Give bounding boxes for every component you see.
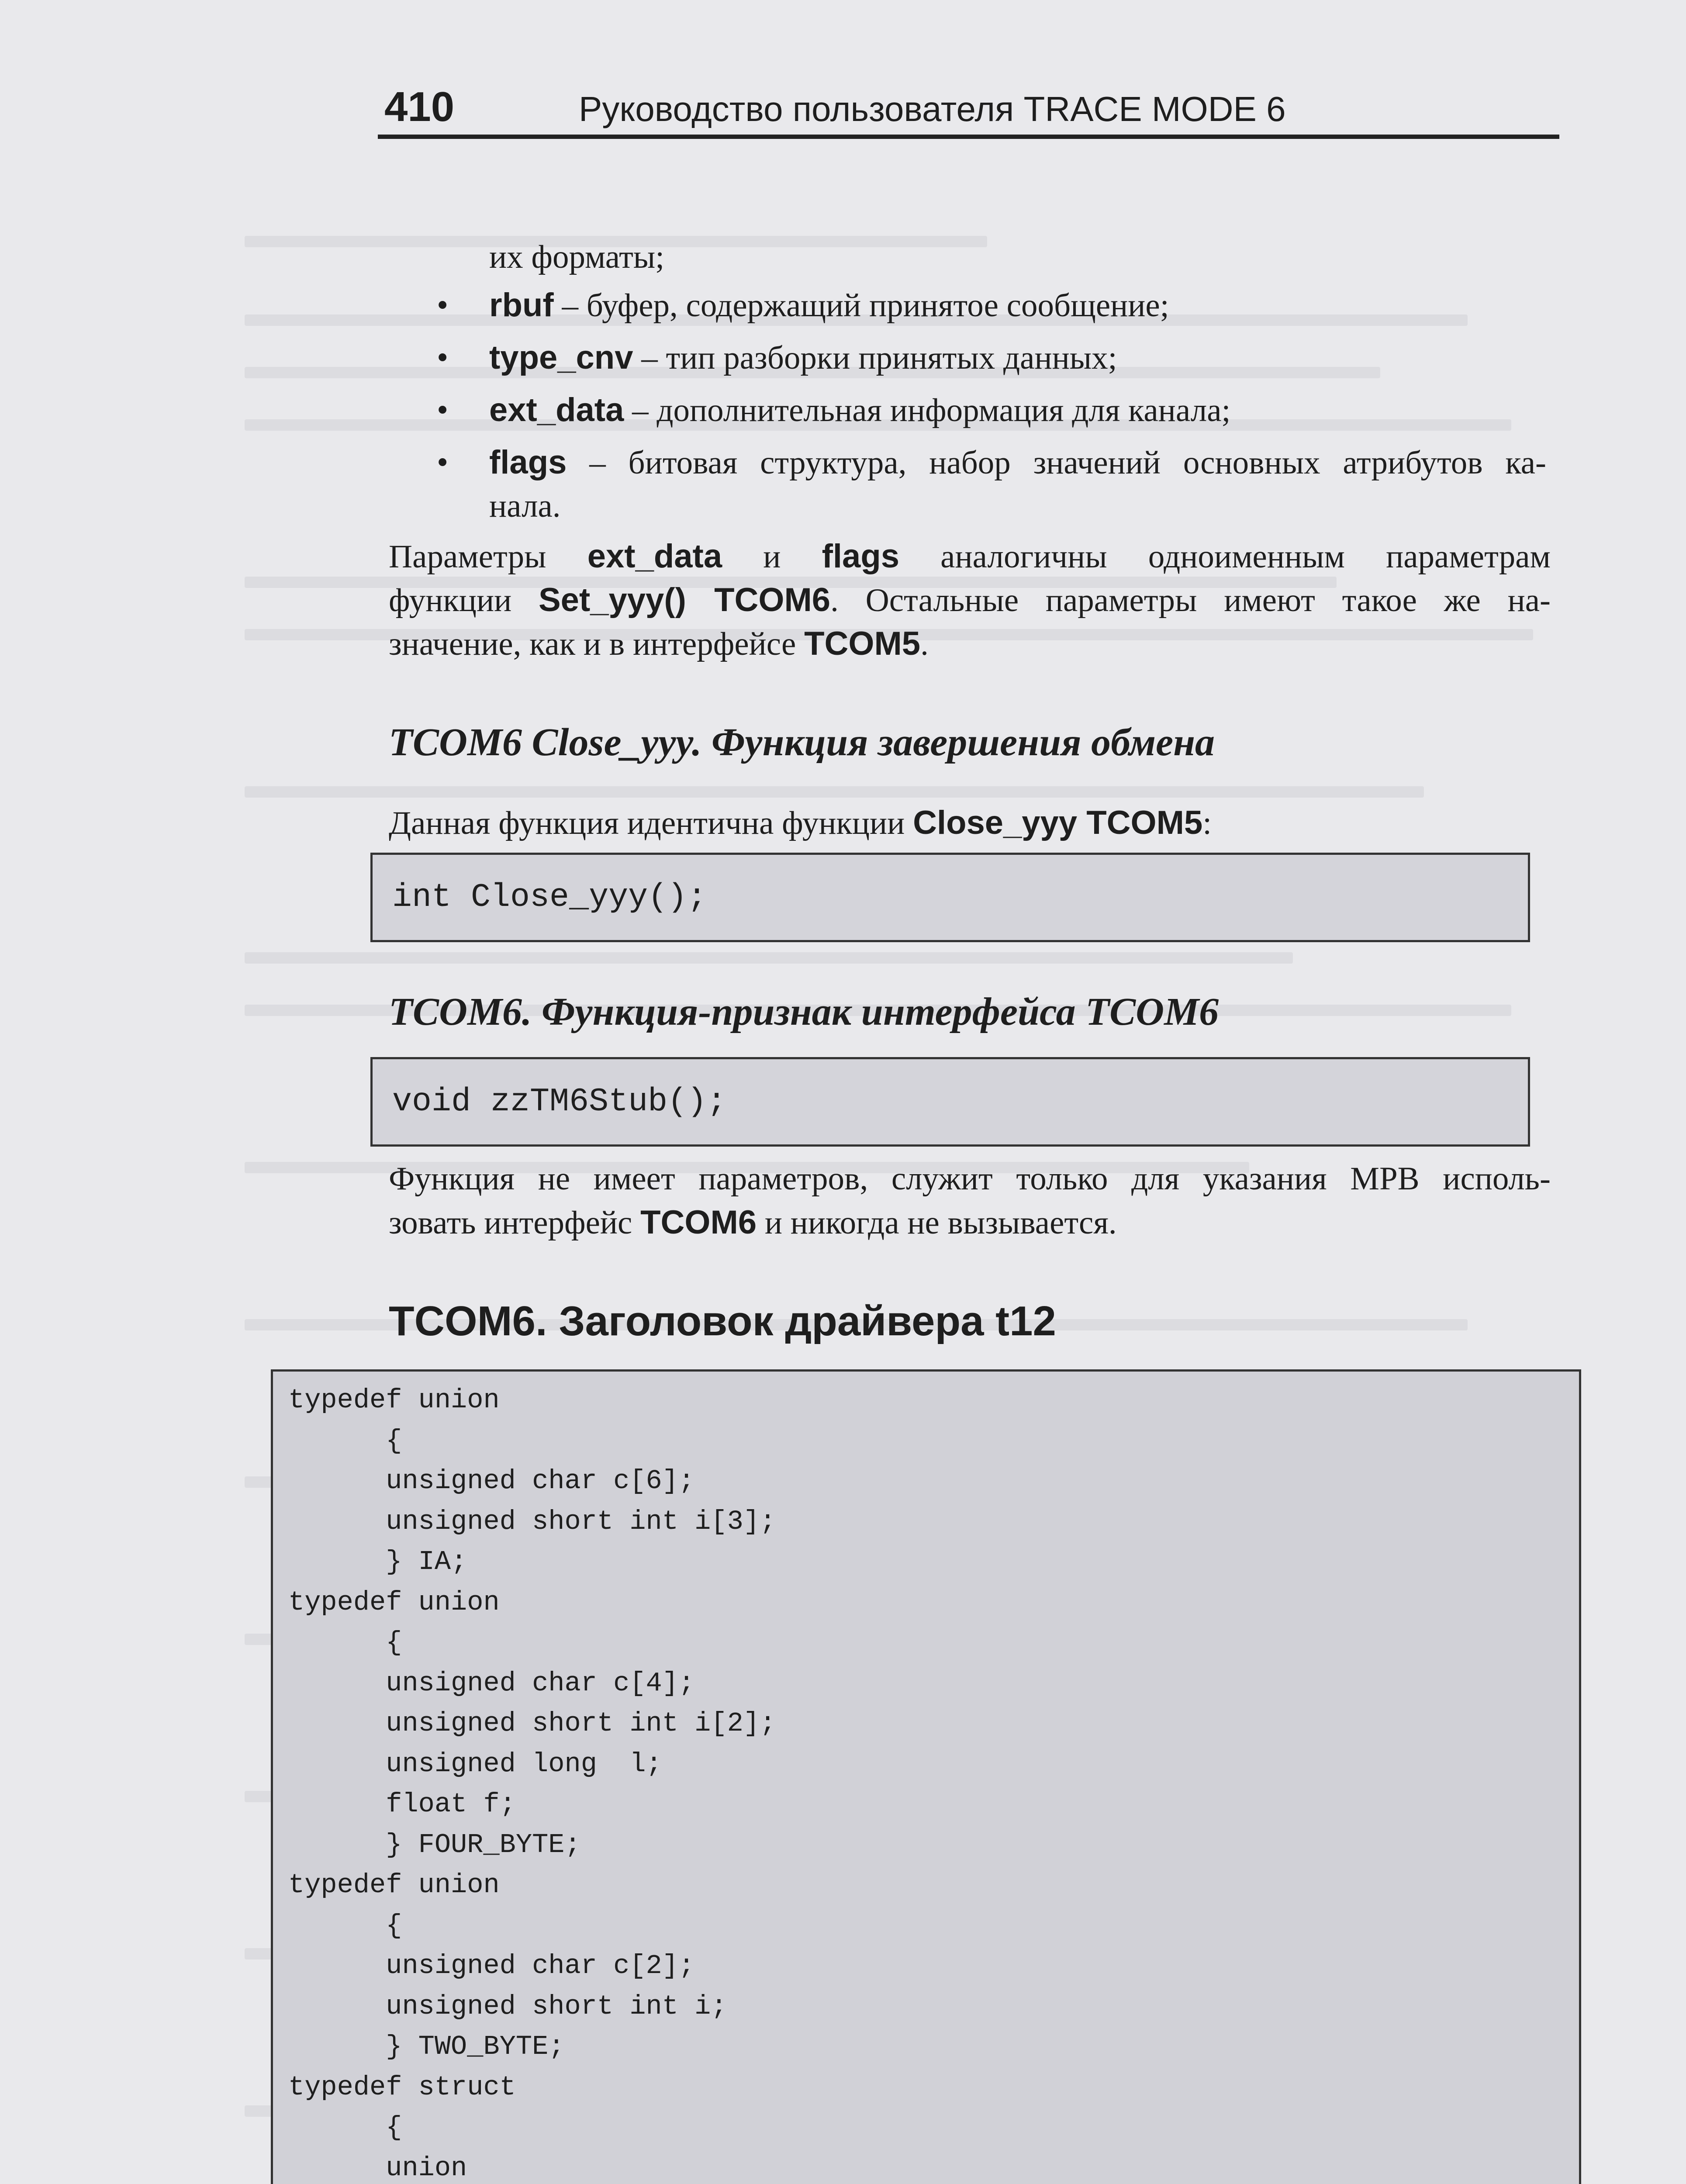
param-name: rbuf — [489, 287, 554, 324]
param-name: flags — [489, 444, 567, 481]
list-item-continuation: нала. — [489, 488, 561, 524]
paragraph-text: Данная функция идентична функции — [389, 805, 913, 841]
interface-name: TCOM6 — [640, 1204, 757, 1241]
paragraph-text: . Остальные параметры имеют такое же на- — [830, 582, 1551, 619]
page-header — [378, 83, 1559, 135]
paragraph-line — [389, 802, 1212, 845]
param-desc: – тип разборки принятых данных; — [633, 340, 1117, 376]
paragraph-line — [389, 579, 1551, 622]
param-name: type_cnv — [489, 339, 633, 376]
param-desc: – дополнительная информация для канала; — [624, 392, 1231, 429]
list-continuation: их форматы; — [489, 239, 665, 275]
paragraph-text: . — [920, 626, 929, 662]
paragraph-text: аналогичны одноименным параметрам — [899, 539, 1551, 575]
list-item — [489, 441, 1546, 484]
paragraph-text: и — [722, 539, 822, 575]
paragraph-text: зовать интерфейс — [389, 1205, 641, 1241]
param-name: ext_data — [587, 538, 722, 575]
code-box-close — [370, 853, 1530, 942]
running-title: Руководство пользователя TRACE MODE 6 — [579, 90, 1286, 128]
param-desc: – буфер, содержащий принятое сообщение; — [553, 287, 1169, 324]
header-rule — [378, 135, 1559, 139]
param-name: flags — [822, 538, 900, 575]
paragraph-line — [389, 535, 1551, 578]
function-name: Close_yyy TCOM5 — [913, 804, 1203, 841]
code-box-stub — [370, 1057, 1530, 1147]
bullet-dot: • — [437, 287, 449, 323]
section-heading-stub: TCOM6. Функция-признак интерфейса TCOM6 — [389, 990, 1219, 1033]
page-number: 410 — [384, 83, 455, 130]
code-listing-text: typedef union { unsigned char c[6]; unsigned short int i[3]; } IA; typedef union { unsigned char c[4]; unsigned short int i[2]; unsigned long l; float f; } FOUR_BYTE; typedef union { unsigned char c[2]; unsigned short int i; } TWO_BYTE; typedef struct { union — [288, 1385, 776, 2184]
paragraph-text: значение, как и в интерфейсе — [389, 626, 805, 662]
paragraph-line: Функция не имеет параметров, служит только для указания МРВ исполь- — [389, 1161, 1551, 1197]
param-desc: – битовая структура, набор значений основных атрибутов ка- — [567, 445, 1546, 481]
code-line: void zzTM6Stub(); — [392, 1083, 727, 1120]
bullet-dot: • — [437, 444, 449, 480]
paragraph-text: функции — [389, 582, 539, 619]
section-heading-driver-header: TCOM6. Заголовок драйвера t12 — [389, 1298, 1056, 1344]
list-item — [489, 389, 1230, 432]
paragraph-line — [389, 1201, 1117, 1244]
paragraph-text: и никогда не вызывается. — [757, 1205, 1117, 1241]
param-name: ext_data — [489, 391, 624, 429]
function-name: Set_yyy() TCOM6 — [538, 581, 831, 619]
section-heading-close: TCOM6 Close_yyy. Функция завершения обмена — [389, 721, 1215, 764]
paragraph-line — [389, 622, 929, 666]
paragraph-text: Параметры — [389, 539, 587, 575]
code-line: int Close_yyy(); — [392, 879, 707, 916]
paragraph-text: : — [1202, 805, 1212, 841]
bullet-dot: • — [437, 392, 449, 428]
interface-name: TCOM5 — [804, 625, 921, 662]
list-item — [489, 336, 1117, 380]
code-listing-t12 — [271, 1369, 1581, 2184]
list-item — [489, 284, 1169, 327]
bullet-dot: • — [437, 339, 449, 376]
